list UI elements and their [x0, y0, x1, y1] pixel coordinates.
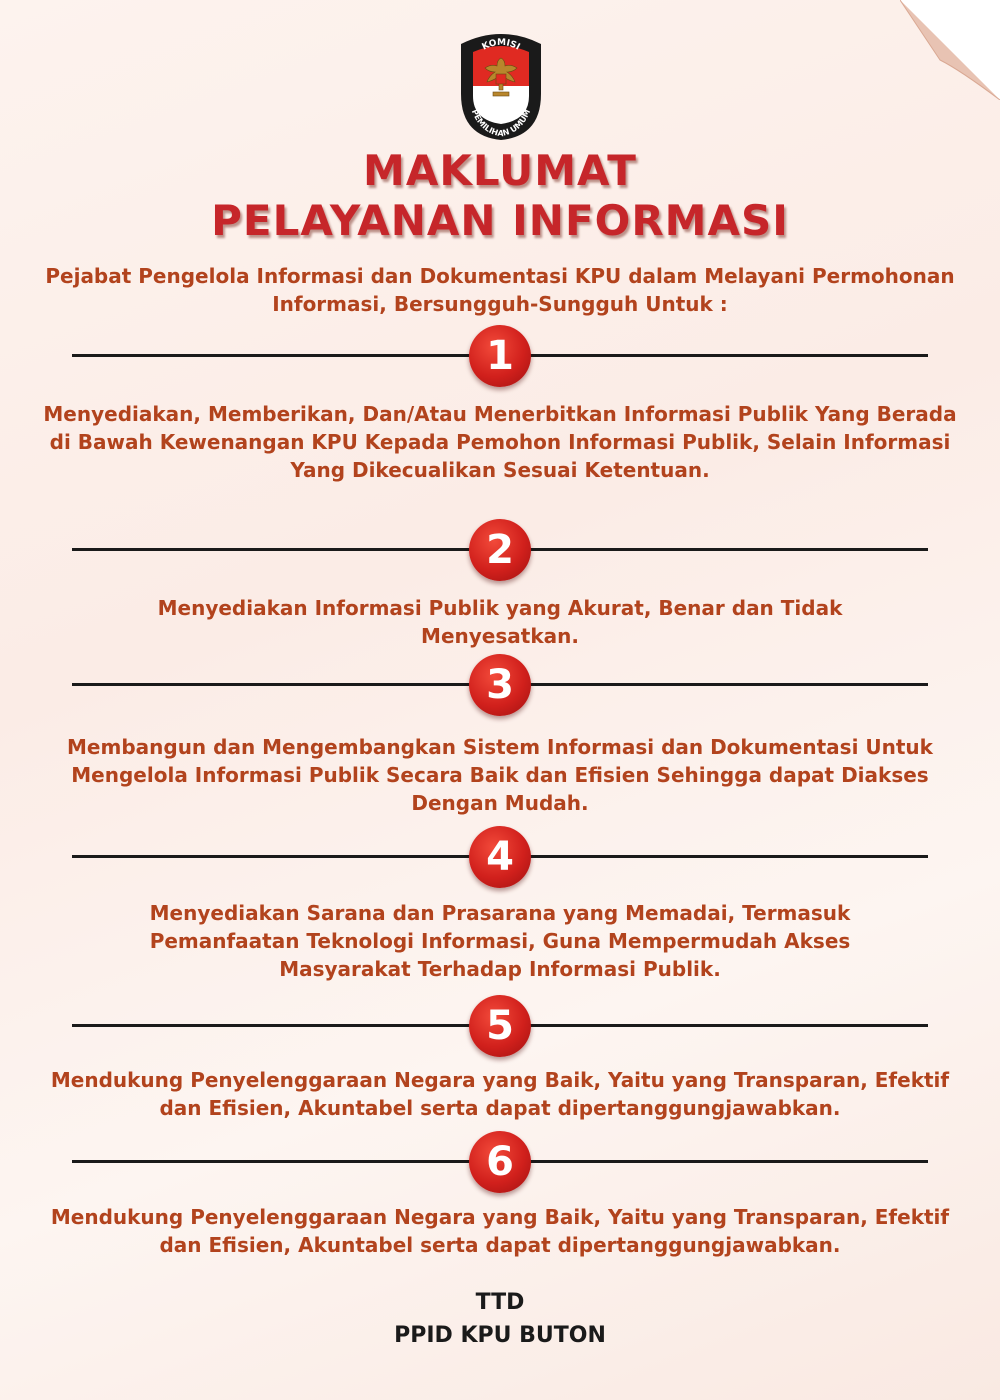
item-text-3: Membangun dan Mengembangkan Sistem Informasi dan Dokumentasi Untuk Mengelola Informasi Publik Secara Baik dan Efisien Sehingga dapat Diakses Dengan Mudah. [67, 735, 933, 815]
page-curl-decoration [900, 0, 1000, 100]
item-text-4: Menyediakan Sarana dan Prasarana yang Memadai, Termasuk Pemanfaatan Teknologi Informasi, Guna Mempermudah Akses Masyarakat Terhadap Informasi Publik. [149, 901, 851, 981]
number-badge-4: 4 [469, 826, 531, 888]
signature-name: PPID KPU BUTON [394, 1323, 606, 1348]
logo-top-text: KOMISI [480, 37, 522, 53]
number-badge-1: 1 [469, 325, 531, 387]
intro-text: Pejabat Pengelola Informasi dan Dokumentasi KPU dalam Melayani Permohonan Informasi, Bersungguh-Sungguh Untuk : [45, 264, 955, 316]
title-line-1: MAKLUMAT [363, 146, 637, 195]
logo-bottom-text: PEMILIHAN UMUM [469, 107, 533, 139]
number-badge-6: 6 [469, 1131, 531, 1193]
number-badge-2: 2 [469, 519, 531, 581]
item-text-6: Mendukung Penyelenggaraan Negara yang Baik, Yaitu yang Transparan, Efektif dan Efisien, Akuntabel serta dapat dipertanggungjawabkan. [50, 1205, 950, 1257]
number-badge-5: 5 [469, 995, 531, 1057]
item-text-1: Menyediakan, Memberikan, Dan/Atau Menerbitkan Informasi Publik Yang Berada di Bawah Kewenangan KPU Kepada Pemohon Informasi Publik, Selain Informasi Yang Dikecualikan Sesuai Ketentuan. [43, 402, 957, 482]
kpu-logo [455, 24, 547, 142]
item-text-2: Menyediakan Informasi Publik yang Akurat, Benar dan Tidak Menyesatkan. [157, 596, 843, 648]
item-text-5: Mendukung Penyelenggaraan Negara yang Baik, Yaitu yang Transparan, Efektif dan Efisien, Akuntabel serta dapat dipertanggungjawabkan. [50, 1068, 950, 1120]
title-line-2: PELAYANAN INFORMASI [211, 196, 789, 245]
signature-ttd: TTD [475, 1290, 525, 1315]
number-badge-3: 3 [469, 654, 531, 716]
